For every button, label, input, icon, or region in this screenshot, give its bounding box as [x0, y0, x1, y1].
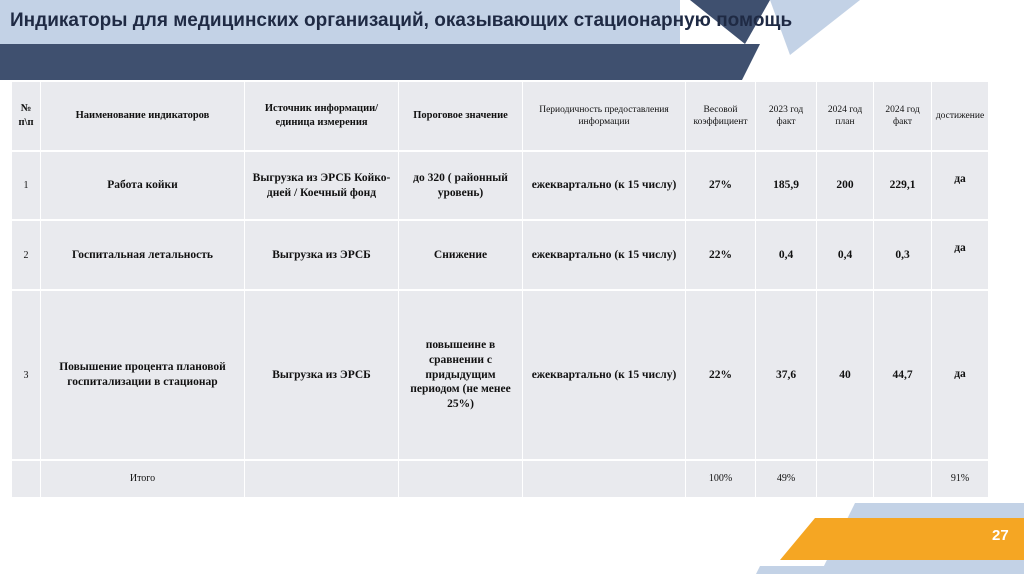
- row-threshold: повышеине в сравнении с придыдущим периодом (не менее 25%): [399, 290, 523, 460]
- row-weight: 22%: [686, 220, 756, 290]
- total-achieved: 91%: [932, 460, 989, 497]
- row-achieved: да: [932, 220, 989, 290]
- row-name: Повышение процента плановой госпитализации в стационар: [41, 290, 245, 460]
- row-source: Выгрузка из ЭРСБ Койко-дней / Коечный фонд: [245, 151, 399, 220]
- header-2024-fact: 2024 год факт: [874, 81, 932, 151]
- row-fact2024: 229,1: [874, 151, 932, 220]
- page-number: 27: [992, 527, 1009, 544]
- row-period: ежеквартально (к 15 числу): [523, 220, 686, 290]
- row-fact2024: 44,7: [874, 290, 932, 460]
- row-fact2023: 0,4: [756, 220, 817, 290]
- row-period: ежеквартально (к 15 числу): [523, 290, 686, 460]
- header-threshold: Пороговое значение: [399, 81, 523, 151]
- footer-light-strip: [756, 566, 1024, 574]
- table-row: [12, 290, 989, 460]
- row-num: 3: [12, 290, 41, 460]
- header-weight: Весовой коэффициент: [686, 81, 756, 151]
- total-empty-num: [12, 460, 41, 497]
- total-empty-source: [245, 460, 399, 497]
- row-num: 1: [12, 151, 41, 220]
- row-source: Выгрузка из ЭРСБ: [245, 290, 399, 460]
- indicators-table: [11, 80, 989, 498]
- row-weight: 22%: [686, 290, 756, 460]
- row-fact2024: 0,3: [874, 220, 932, 290]
- row-fact2023: 37,6: [756, 290, 817, 460]
- row-name: Госпитальная летальность: [41, 220, 245, 290]
- header-num: № п\п: [12, 81, 41, 151]
- table-row: [12, 151, 989, 220]
- total-fact2023: 49%: [756, 460, 817, 497]
- total-label: Итого: [41, 460, 245, 497]
- row-plan2024: 0,4: [817, 220, 874, 290]
- total-empty-fact2024: [874, 460, 932, 497]
- row-fact2023: 185,9: [756, 151, 817, 220]
- row-threshold: до 320 ( районный уровень): [399, 151, 523, 220]
- header-achieved: достижение: [932, 81, 989, 151]
- table-header-row: [12, 81, 989, 151]
- row-name: Работа койки: [41, 151, 245, 220]
- row-achieved: да: [932, 151, 989, 220]
- header-2024-plan: 2024 год план: [817, 81, 874, 151]
- row-achieved: да: [932, 290, 989, 460]
- row-plan2024: 200: [817, 151, 874, 220]
- row-source: Выгрузка из ЭРСБ: [245, 220, 399, 290]
- row-period: ежеквартально (к 15 числу): [523, 151, 686, 220]
- total-empty-plan2024: [817, 460, 874, 497]
- row-num: 2: [12, 220, 41, 290]
- table-row: [12, 220, 989, 290]
- row-threshold: Снижение: [399, 220, 523, 290]
- slide-title: Индикаторы для медицинских организаций, оказывающих стационарную помощь: [10, 10, 793, 31]
- header-period: Периодичность предоставления информации: [523, 81, 686, 151]
- row-weight: 27%: [686, 151, 756, 220]
- total-empty-period: [523, 460, 686, 497]
- header-2023-fact: 2023 год факт: [756, 81, 817, 151]
- total-weight: 100%: [686, 460, 756, 497]
- table-total-row: [12, 460, 989, 497]
- header-navy-band: [0, 44, 760, 80]
- header-source: Источник информации/ единица измерения: [245, 81, 399, 151]
- header-name: Наименование индикаторов: [41, 81, 245, 151]
- row-plan2024: 40: [817, 290, 874, 460]
- total-empty-threshold: [399, 460, 523, 497]
